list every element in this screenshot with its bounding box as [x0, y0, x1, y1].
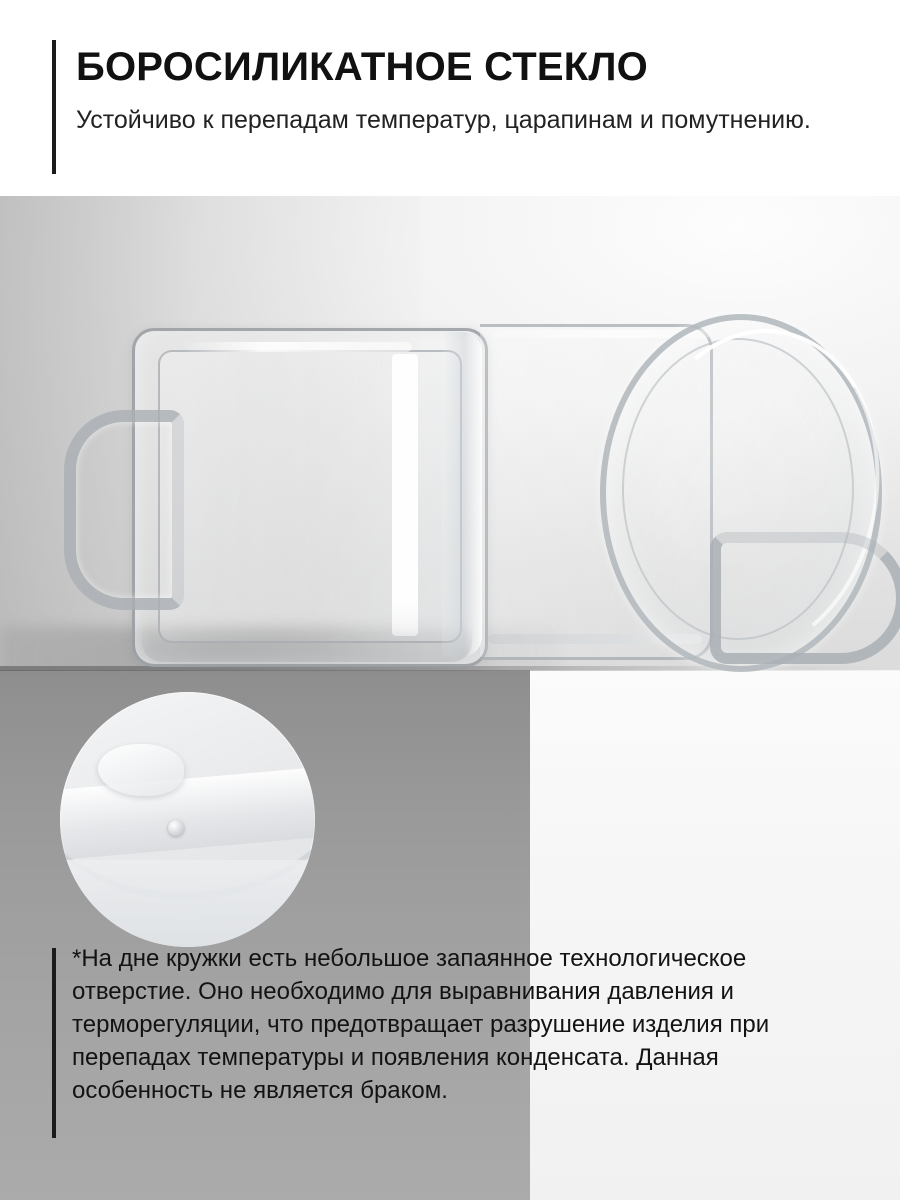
detail-zoom-circle — [60, 692, 315, 947]
page-subtitle: Устойчиво к перепадам температур, царапинам и помутнению. — [76, 106, 811, 134]
mug-left-highlight-top — [182, 342, 412, 352]
sealed-hole-marker — [168, 820, 184, 836]
page-title: БОРОСИЛИКАТНОЕ СТЕКЛО — [76, 45, 648, 89]
mug-left-highlight-vertical — [392, 354, 418, 636]
mug-left-bottom-shadow — [142, 628, 472, 662]
detail-glass-blob — [98, 744, 184, 796]
table-surface-right — [530, 670, 900, 1200]
mug-right-handle — [710, 532, 900, 664]
footnote-text: *На дне кружки есть небольшое запаянное технологическое отверстие. Оно необходимо для выравнивания давления и терморегуляции, что предотвращает разрушение изделия при перепадах температуры и появления конденсата. Данная особенность не является браком. — [72, 945, 770, 1104]
mug-left-rim — [442, 332, 482, 657]
header-accent-rule — [52, 40, 56, 174]
detail-lower-surface — [60, 860, 315, 947]
mug-left-handle — [64, 410, 184, 610]
mug-left — [62, 328, 492, 668]
mug-right — [480, 314, 900, 674]
footnote-accent-rule — [52, 948, 56, 1138]
header-block — [0, 0, 900, 196]
